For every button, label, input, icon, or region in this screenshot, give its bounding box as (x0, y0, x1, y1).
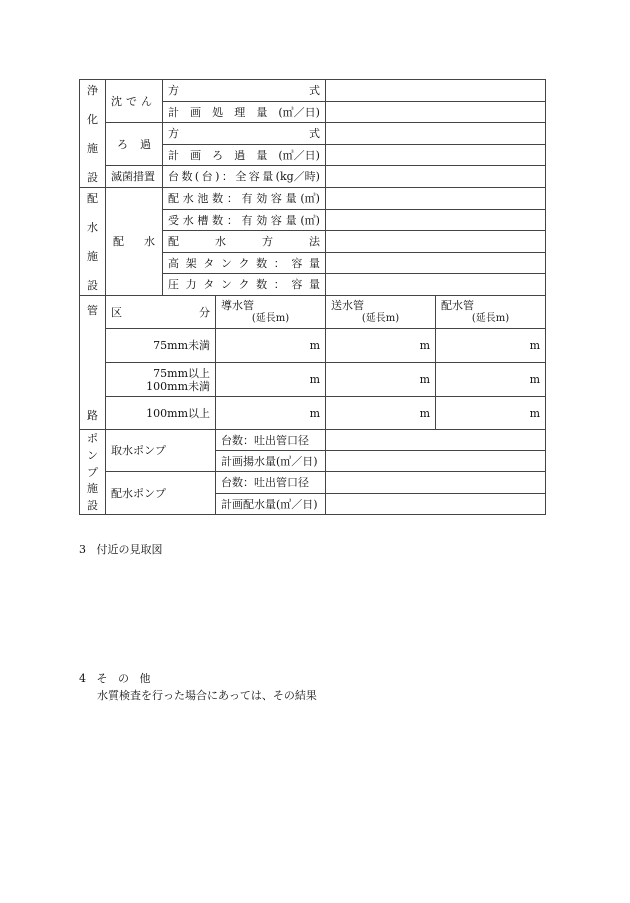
distribution-row-4-label: 高 架 タ ン ク 数 ： 容 量 (163, 253, 326, 274)
distribution-pump-count-label: 台数：吐出管口径 (216, 472, 326, 494)
pipe-size-under-75: 75mm未満 (106, 329, 216, 363)
sedimentation-planned-label: 計 画 処 理 量 (㎥／日) (163, 102, 326, 123)
distribution-pump-planned-label: 計画配水量(㎥／日) (216, 494, 326, 515)
distribution-label: 配 水 (106, 188, 163, 296)
distribution-75-to-100-value[interactable]: m (436, 363, 546, 397)
header-distribution-pipe: 配水管 (延長m) (436, 296, 546, 329)
group-pumps-chars: ポ ン プ 施 設 (87, 432, 98, 512)
group-distribution-chars: 配 水 施 設 (87, 191, 98, 292)
pipes-division-header: 区 分 (106, 296, 216, 329)
section-4-heading: 4 そ の 他 (79, 672, 151, 685)
sterilization-detail-label: 台 数 ( 台 ) ： 全 容 量 (kg／時) (163, 166, 326, 188)
distribution-row-3-value[interactable] (326, 231, 546, 253)
distribution-row-5-label: 圧 力 タ ン ク 数 ： 容 量 (163, 274, 326, 296)
distribution-row-1-label: 配 水 池 数 ： 有 効 容 量 (㎥) (163, 188, 326, 210)
filtration-method-value[interactable] (326, 123, 546, 145)
header-conveyance-pipe: 導水管 (延長m) (216, 296, 326, 329)
filtration-label: ろ 過 (106, 123, 163, 166)
distribution-row-4-value[interactable] (326, 253, 546, 274)
conveyance-75-to-100-value[interactable]: m (216, 363, 326, 397)
sterilization-detail-value[interactable] (326, 166, 546, 188)
group-purification (80, 80, 106, 188)
intake-pump-label: 取水ポンプ (106, 430, 216, 472)
sedimentation-method-value[interactable] (326, 80, 546, 102)
group-purification-chars: 浄 化 施 設 (87, 83, 98, 184)
distribution-pump-label: 配水ポンプ (106, 472, 216, 515)
distribution-100-plus-value[interactable]: m (436, 397, 546, 430)
filtration-method-label: 方 式 (163, 123, 326, 145)
distribution-pump-count-value[interactable] (326, 472, 546, 494)
intake-pump-count-value[interactable] (326, 430, 546, 451)
distribution-row-2-label: 受 水 槽 数 ： 有 効 容 量 (㎥) (163, 210, 326, 231)
filtration-planned-value[interactable] (326, 145, 546, 166)
section-3-title: 付近の見取図 (96, 543, 163, 556)
distribution-pump-planned-value[interactable] (326, 494, 546, 515)
sedimentation-planned-value[interactable] (326, 102, 546, 123)
group-pipes (80, 296, 106, 430)
sedimentation-method-label: 方 式 (163, 80, 326, 102)
sterilization-label: 滅菌措置 (106, 166, 163, 188)
transmission-75-to-100-value[interactable]: m (326, 363, 436, 397)
pipe-size-100-plus: 100mm以上 (106, 397, 216, 430)
conveyance-under-75-value[interactable]: m (216, 329, 326, 363)
header-transmission-pipe: 送水管 (延長m) (326, 296, 436, 329)
sedimentation-label: 沈でん (106, 80, 163, 123)
distribution-row-3-label: 配 水 方 法 (163, 231, 326, 253)
intake-pump-planned-value[interactable] (326, 451, 546, 472)
distribution-row-1-value[interactable] (326, 188, 546, 210)
intake-pump-planned-label: 計画揚水量(㎥／日) (216, 451, 326, 472)
pipe-size-75-to-100: 75mm以上 100mm未満 (106, 363, 216, 397)
distribution-row-5-value[interactable] (326, 274, 546, 296)
group-distribution (80, 188, 106, 296)
transmission-100-plus-value[interactable]: m (326, 397, 436, 430)
distribution-under-75-value[interactable]: m (436, 329, 546, 363)
facility-table (79, 79, 546, 515)
filtration-planned-label: 計 画 ろ 過 量 (㎥／日) (163, 145, 326, 166)
group-pumps (80, 430, 106, 515)
intake-pump-count-label: 台数：吐出管口径 (216, 430, 326, 451)
section-3-heading: 3 付近の見取図 (79, 543, 163, 556)
group-pipes-chars: 管 路 (87, 303, 98, 422)
section-4-body: 水質検査を行った場合にあっては、その結果 (97, 689, 317, 702)
transmission-under-75-value[interactable]: m (326, 329, 436, 363)
distribution-row-2-value[interactable] (326, 210, 546, 231)
conveyance-100-plus-value[interactable]: m (216, 397, 326, 430)
